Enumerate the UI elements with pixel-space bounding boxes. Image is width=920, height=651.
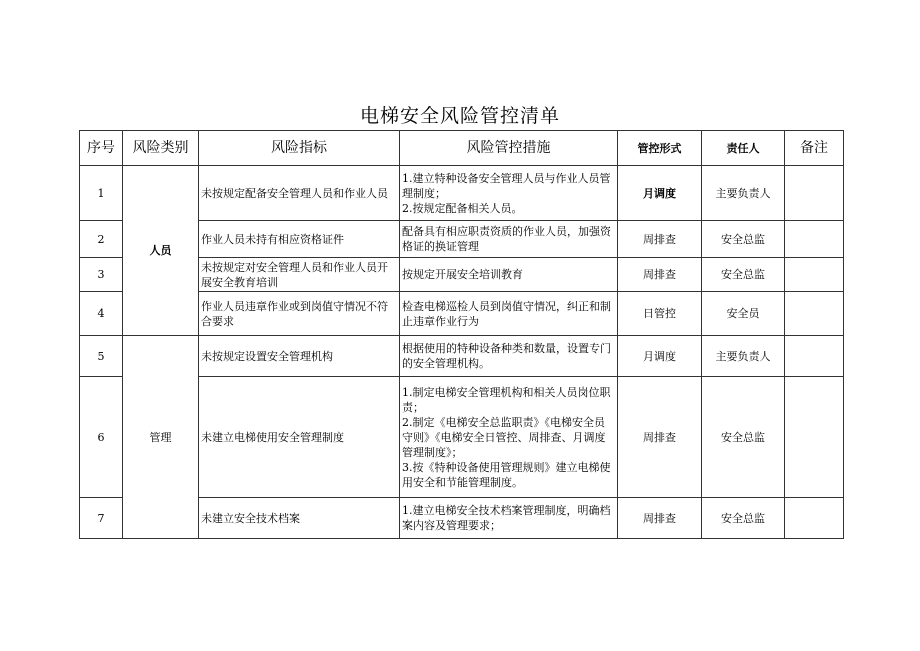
table-row bbox=[80, 166, 844, 221]
row-no: 4 bbox=[80, 292, 123, 336]
row-indicator: 未按规定配备安全管理人员和作业人员 bbox=[199, 166, 400, 221]
row-indicator: 未按规定设置安全管理机构 bbox=[199, 336, 400, 377]
row-measures bbox=[400, 377, 618, 498]
measure-line: 2.按规定配备相关人员。 bbox=[402, 201, 523, 215]
header-category: 风险类别 bbox=[123, 131, 199, 166]
table-header-row bbox=[80, 131, 844, 166]
row-form: 周排查 bbox=[618, 377, 702, 498]
measure-line: 1.建立电梯安全技术档案管理制度，明确档案内容及管理要求； bbox=[402, 504, 611, 532]
header-remark: 备注 bbox=[785, 131, 844, 166]
row-owner: 主要负责人 bbox=[702, 166, 785, 221]
measure-line: 3.按《特种设备使用管理规则》建立电梯使用安全和节能管理制度。 bbox=[402, 460, 611, 489]
row-remark bbox=[785, 336, 844, 377]
row-form: 日管控 bbox=[618, 292, 702, 336]
row-measures bbox=[400, 498, 618, 539]
row-form: 周排查 bbox=[618, 221, 702, 258]
row-indicator: 未按规定对安全管理人员和作业人员开展安全教育培训 bbox=[199, 258, 400, 292]
row-measures bbox=[400, 292, 618, 336]
measure-line: 2.制定《电梯安全总监职责》《电梯安全员守则》《电梯安全日管控、周排查、月调度管理制度》； bbox=[402, 415, 606, 459]
row-owner: 安全总监 bbox=[702, 377, 785, 498]
header-owner: 责任人 bbox=[702, 131, 785, 166]
header-no: 序号 bbox=[80, 131, 123, 166]
measure-line: 按规定开展安全培训教育 bbox=[402, 268, 523, 281]
row-no: 7 bbox=[80, 498, 123, 539]
row-measures bbox=[400, 336, 618, 377]
category-management: 管理 bbox=[123, 336, 199, 539]
measure-line: 1.制定电梯安全管理机构和相关人员岗位职责； bbox=[402, 385, 611, 414]
row-owner: 安全总监 bbox=[702, 258, 785, 292]
row-remark bbox=[785, 498, 844, 539]
row-no: 6 bbox=[80, 377, 123, 498]
row-remark bbox=[785, 166, 844, 221]
row-no: 5 bbox=[80, 336, 123, 377]
header-form: 管控形式 bbox=[618, 131, 702, 166]
row-no: 2 bbox=[80, 221, 123, 258]
row-owner: 安全总监 bbox=[702, 221, 785, 258]
row-indicator: 未建立电梯使用安全管理制度 bbox=[199, 377, 400, 498]
row-indicator: 作业人员违章作业或到岗值守情况不符合要求 bbox=[199, 292, 400, 336]
row-form: 月调度 bbox=[618, 166, 702, 221]
risk-control-table bbox=[79, 130, 844, 539]
row-remark bbox=[785, 377, 844, 498]
row-remark bbox=[785, 258, 844, 292]
measure-line: 检查电梯巡检人员到岗值守情况，纠正和制止违章作业行为 bbox=[402, 299, 611, 328]
row-indicator: 未建立安全技术档案 bbox=[199, 498, 400, 539]
row-indicator: 作业人员未持有相应资格证件 bbox=[199, 221, 400, 258]
table-row bbox=[80, 336, 844, 377]
page-title: 电梯安全风险管控清单 bbox=[359, 105, 560, 127]
row-measures bbox=[400, 166, 618, 221]
row-owner: 安全总监 bbox=[702, 498, 785, 539]
row-remark bbox=[785, 292, 844, 336]
category-personnel: 人员 bbox=[123, 166, 199, 336]
row-remark bbox=[785, 221, 844, 258]
measure-line: 1.建立特种设备安全管理人员与作业人员管理制度； bbox=[402, 171, 611, 200]
row-form: 周排查 bbox=[618, 498, 702, 539]
header-indicator: 风险指标 bbox=[199, 131, 400, 166]
row-measures bbox=[400, 258, 618, 292]
row-form: 周排查 bbox=[618, 258, 702, 292]
measure-line: 配备具有相应职责资质的作业人员，加强资格证的换证管理 bbox=[402, 225, 611, 253]
row-measures bbox=[400, 221, 618, 258]
measure-line: 根据使用的特种设备种类和数量，设置专门的安全管理机构。 bbox=[402, 342, 611, 370]
row-form: 月调度 bbox=[618, 336, 702, 377]
row-no: 3 bbox=[80, 258, 123, 292]
row-no: 1 bbox=[80, 166, 123, 221]
header-measures: 风险管控措施 bbox=[400, 131, 618, 166]
row-owner: 安全员 bbox=[702, 292, 785, 336]
row-owner: 主要负责人 bbox=[702, 336, 785, 377]
